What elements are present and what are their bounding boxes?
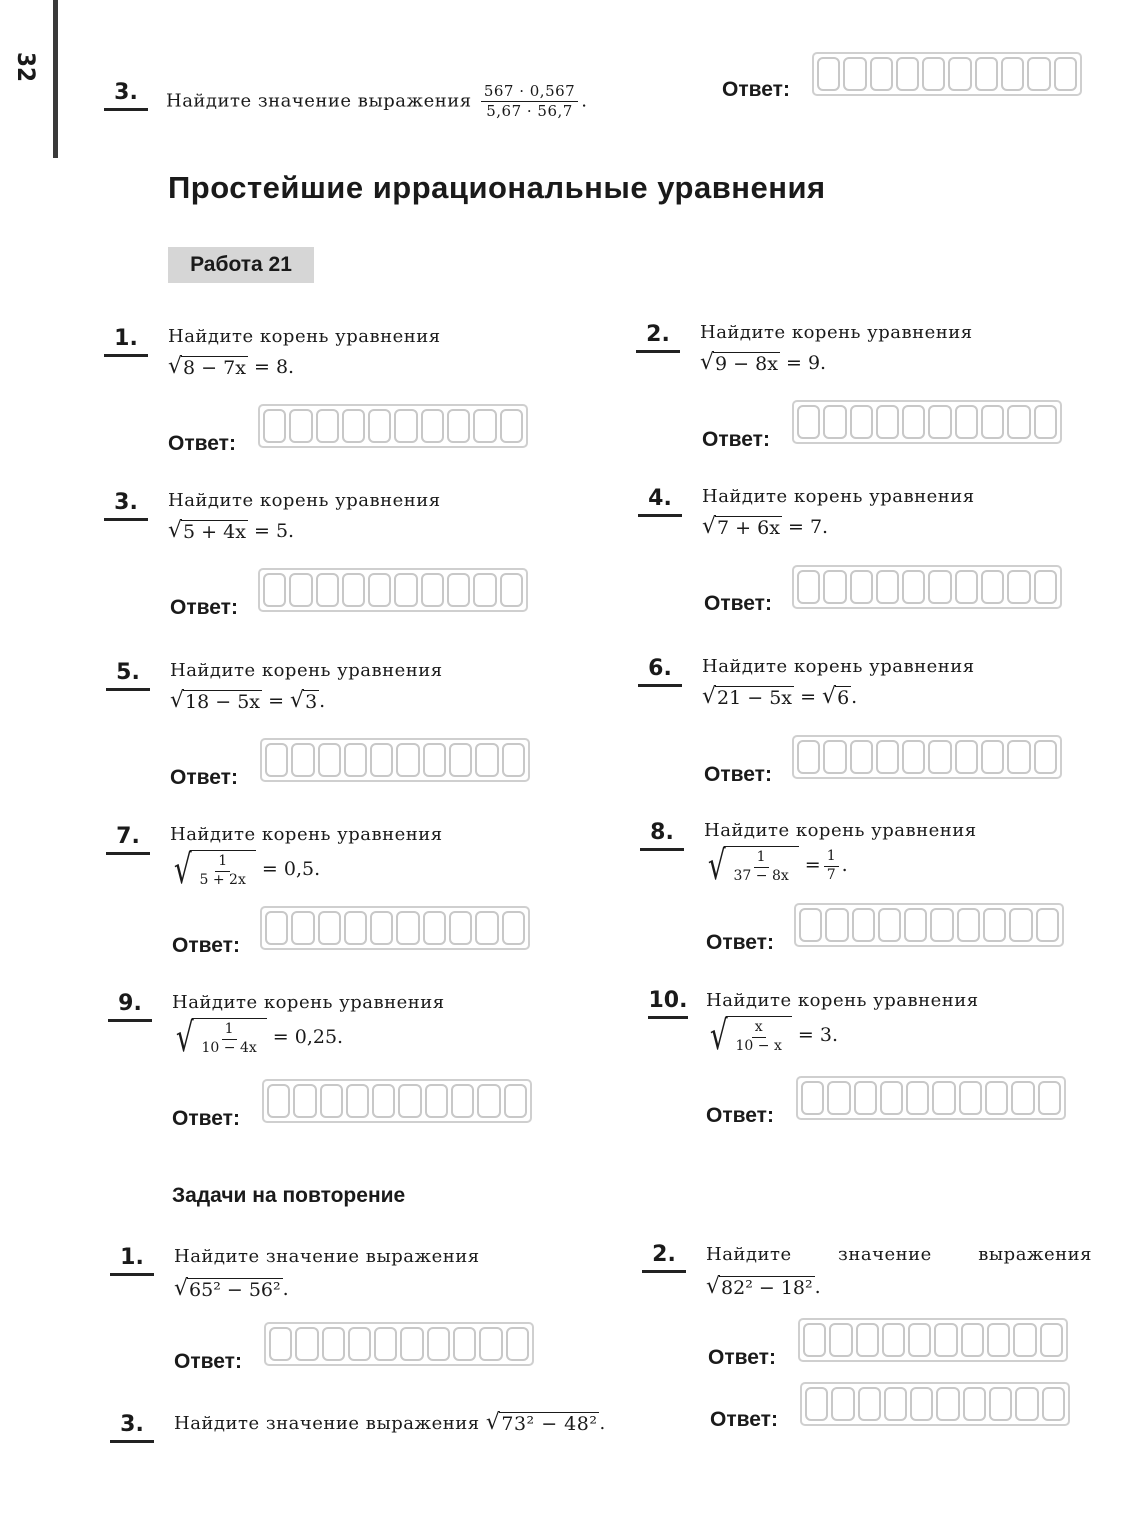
answer-cell[interactable] bbox=[368, 409, 391, 443]
answer-cell[interactable] bbox=[959, 1081, 982, 1115]
answer-cell[interactable] bbox=[475, 911, 498, 945]
answer-cell[interactable] bbox=[342, 573, 365, 607]
answer-cell[interactable] bbox=[453, 1327, 476, 1361]
task-prompt: Найдите значение выражения bbox=[174, 1246, 480, 1267]
page-number: 32 bbox=[12, 52, 40, 83]
rhs-radicand: 6 bbox=[837, 687, 850, 709]
expression bbox=[706, 1276, 821, 1299]
task-prompt: Найдите корень уравнения bbox=[170, 660, 443, 681]
work-label: Работа 21 bbox=[168, 247, 314, 283]
fraction bbox=[481, 82, 578, 121]
equation-rhs: = 0,25. bbox=[272, 1026, 344, 1048]
radicand: 18 − 5x bbox=[185, 691, 261, 713]
answer-cell[interactable] bbox=[1040, 1323, 1063, 1357]
answer-cell[interactable] bbox=[293, 1084, 316, 1118]
answer-cell[interactable] bbox=[823, 405, 846, 439]
answer-cell[interactable] bbox=[502, 911, 525, 945]
answer-field[interactable] bbox=[812, 52, 1082, 96]
answer-cell[interactable] bbox=[902, 570, 925, 604]
answer-field[interactable] bbox=[260, 906, 530, 950]
answer-label: Ответ: bbox=[706, 1104, 774, 1127]
answer-field[interactable] bbox=[258, 404, 528, 448]
answer-cell[interactable] bbox=[1001, 57, 1024, 91]
answer-cell[interactable] bbox=[817, 57, 840, 91]
task-number: 7. bbox=[106, 824, 150, 855]
sqrt-symbol: √ bbox=[485, 1410, 501, 1435]
answer-cell[interactable] bbox=[500, 573, 523, 607]
fraction-denominator: 10 − x bbox=[735, 1037, 782, 1054]
answer-cell[interactable] bbox=[394, 409, 417, 443]
task-number: 9. bbox=[108, 991, 152, 1022]
answer-cell[interactable] bbox=[1015, 1387, 1038, 1421]
answer-cell[interactable] bbox=[981, 570, 1004, 604]
radicand: 9 − 8x bbox=[715, 353, 778, 375]
equation bbox=[168, 520, 294, 543]
answer-cell[interactable] bbox=[344, 743, 367, 777]
task-prompt: Найдите корень уравнения bbox=[702, 486, 975, 507]
task-number: 1. bbox=[110, 1245, 154, 1276]
answer-cell[interactable] bbox=[908, 1323, 931, 1357]
answer-field[interactable] bbox=[792, 565, 1062, 609]
task-number: 3. bbox=[104, 80, 148, 111]
equation bbox=[170, 690, 325, 713]
answer-label: Ответ: bbox=[704, 592, 772, 615]
answer-cell[interactable] bbox=[878, 908, 901, 942]
answer-cell[interactable] bbox=[291, 743, 314, 777]
task-number: 8. bbox=[640, 820, 684, 851]
answer-cell[interactable] bbox=[831, 1387, 854, 1421]
answer-cell[interactable] bbox=[823, 740, 846, 774]
task-prompt: Найдите корень уравнения bbox=[706, 990, 979, 1011]
answer-cell[interactable] bbox=[291, 911, 314, 945]
equation bbox=[170, 847, 321, 893]
task-prompt: Найдите корень уравнения bbox=[704, 820, 977, 841]
margin-line bbox=[53, 0, 58, 158]
answer-cell[interactable] bbox=[477, 1084, 500, 1118]
sqrt-symbol: √ bbox=[290, 688, 305, 713]
answer-cell[interactable] bbox=[421, 573, 444, 607]
task-prompt: Найдите корень уравнения bbox=[168, 490, 441, 511]
answer-cell[interactable] bbox=[1034, 570, 1057, 604]
answer-cell[interactable] bbox=[797, 740, 820, 774]
task-prompt: Найдите корень уравнения bbox=[702, 656, 975, 677]
sqrt-symbol: √ bbox=[709, 1013, 728, 1059]
answer-cell[interactable] bbox=[858, 1387, 881, 1421]
radicand: 8 − 7x bbox=[183, 357, 246, 379]
rhs-denominator: 7 bbox=[826, 866, 836, 883]
answer-cell[interactable] bbox=[936, 1387, 959, 1421]
answer-cell[interactable] bbox=[500, 409, 523, 443]
task-prompt: Найдите корень уравнения bbox=[168, 326, 441, 347]
sqrt-symbol: √ bbox=[170, 688, 185, 713]
answer-label: Ответ: bbox=[168, 432, 236, 455]
answer-cell[interactable] bbox=[963, 1387, 986, 1421]
answer-cell[interactable] bbox=[295, 1327, 318, 1361]
answer-cell[interactable] bbox=[400, 1327, 423, 1361]
answer-cell[interactable] bbox=[447, 409, 470, 443]
equation bbox=[702, 516, 828, 539]
answer-label: Ответ: bbox=[172, 934, 240, 957]
task-number: 1. bbox=[104, 326, 148, 357]
answer-cell[interactable] bbox=[425, 1084, 448, 1118]
fraction-denominator: 10 − 4x bbox=[201, 1039, 257, 1056]
answer-cell[interactable] bbox=[928, 570, 951, 604]
answer-cell[interactable] bbox=[910, 1387, 933, 1421]
answer-cell[interactable] bbox=[267, 1084, 290, 1118]
answer-cell[interactable] bbox=[475, 743, 498, 777]
equation bbox=[704, 843, 848, 889]
answer-field[interactable] bbox=[792, 400, 1062, 444]
fraction-numerator: 567 · 0,567 bbox=[481, 82, 578, 102]
equation-rhs: = 0,5. bbox=[261, 858, 321, 880]
answer-cell[interactable] bbox=[876, 740, 899, 774]
task-number: 5. bbox=[106, 660, 150, 691]
answer-cell[interactable] bbox=[449, 743, 472, 777]
answer-label: Ответ: bbox=[710, 1408, 778, 1431]
answer-cell[interactable] bbox=[1007, 740, 1030, 774]
task-prompt: Найдите значение выражения bbox=[166, 90, 472, 112]
answer-cell[interactable] bbox=[449, 911, 472, 945]
sqrt-symbol: √ bbox=[173, 847, 192, 893]
radicand: 82² − 18² bbox=[721, 1277, 813, 1299]
sqrt-symbol: √ bbox=[175, 1015, 194, 1061]
equation-rhs: = bbox=[268, 690, 291, 712]
answer-cell[interactable] bbox=[1034, 740, 1057, 774]
answer-cell[interactable] bbox=[348, 1327, 371, 1361]
prompt-word: выражения bbox=[978, 1244, 1092, 1265]
answer-cell[interactable] bbox=[948, 57, 971, 91]
page-title: Простейшие иррациональные уравнения bbox=[168, 170, 826, 205]
answer-cell[interactable] bbox=[1007, 570, 1030, 604]
sqrt-symbol: √ bbox=[702, 514, 717, 539]
task-prompt: Найдите значение выражения bbox=[174, 1413, 480, 1434]
answer-cell[interactable] bbox=[797, 570, 820, 604]
answer-cell[interactable] bbox=[1009, 908, 1032, 942]
answer-field[interactable] bbox=[796, 1076, 1066, 1120]
answer-cell[interactable] bbox=[322, 1327, 345, 1361]
answer-cell[interactable] bbox=[825, 908, 848, 942]
answer-cell[interactable] bbox=[346, 1084, 369, 1118]
section-heading: Задачи на повторение bbox=[172, 1184, 406, 1207]
answer-cell[interactable] bbox=[423, 911, 446, 945]
rhs-numerator: 1 bbox=[824, 848, 839, 867]
task-number: 6. bbox=[638, 656, 682, 687]
answer-cell[interactable] bbox=[928, 740, 951, 774]
answer-cell[interactable] bbox=[870, 57, 893, 91]
answer-cell[interactable] bbox=[479, 1327, 502, 1361]
answer-cell[interactable] bbox=[850, 570, 873, 604]
answer-cell[interactable] bbox=[368, 573, 391, 607]
answer-cell[interactable] bbox=[934, 1323, 957, 1357]
answer-cell[interactable] bbox=[344, 911, 367, 945]
answer-cell[interactable] bbox=[1007, 405, 1030, 439]
answer-cell[interactable] bbox=[955, 570, 978, 604]
answer-cell[interactable] bbox=[316, 573, 339, 607]
answer-field[interactable] bbox=[258, 568, 528, 612]
answer-cell[interactable] bbox=[502, 743, 525, 777]
answer-cell[interactable] bbox=[320, 1084, 343, 1118]
answer-cell[interactable] bbox=[823, 570, 846, 604]
equation-rhs: = 7. bbox=[787, 516, 829, 538]
answer-cell[interactable] bbox=[396, 911, 419, 945]
task-number: 4. bbox=[638, 486, 682, 517]
answer-cell[interactable] bbox=[269, 1327, 292, 1361]
punctuation: . bbox=[581, 90, 588, 112]
answer-cell[interactable] bbox=[896, 57, 919, 91]
answer-cell[interactable] bbox=[884, 1387, 907, 1421]
answer-cell[interactable] bbox=[265, 911, 288, 945]
answer-cell[interactable] bbox=[799, 908, 822, 942]
answer-cell[interactable] bbox=[451, 1084, 474, 1118]
answer-cell[interactable] bbox=[1013, 1323, 1036, 1357]
answer-cell[interactable] bbox=[854, 1081, 877, 1115]
radicand: 65² − 56² bbox=[189, 1279, 281, 1301]
answer-cell[interactable] bbox=[856, 1323, 879, 1357]
answer-cell[interactable] bbox=[289, 409, 312, 443]
task-text bbox=[166, 82, 587, 121]
radicand: 5 + 4x bbox=[183, 521, 246, 543]
answer-label: Ответ: bbox=[170, 766, 238, 789]
radicand: 73² − 48² bbox=[501, 1413, 598, 1435]
answer-cell[interactable] bbox=[1036, 908, 1059, 942]
answer-cell[interactable] bbox=[983, 908, 1006, 942]
answer-cell[interactable] bbox=[922, 57, 945, 91]
answer-cell[interactable] bbox=[930, 908, 953, 942]
equation-rhs: = 3. bbox=[797, 1024, 838, 1046]
answer-cell[interactable] bbox=[904, 908, 927, 942]
answer-cell[interactable] bbox=[263, 409, 286, 443]
answer-cell[interactable] bbox=[398, 1084, 421, 1118]
fraction-numerator: x bbox=[752, 1019, 766, 1038]
answer-field[interactable] bbox=[798, 1318, 1068, 1362]
answer-cell[interactable] bbox=[975, 57, 998, 91]
punctuation: . bbox=[319, 690, 326, 712]
sqrt-symbol: √ bbox=[700, 350, 715, 375]
fraction-numerator: 1 bbox=[215, 853, 230, 872]
task-prompt: Найдите корень уравнения bbox=[170, 824, 443, 845]
answer-cell[interactable] bbox=[316, 409, 339, 443]
equation bbox=[168, 356, 294, 379]
task-number: 10. bbox=[648, 988, 688, 1019]
task-number: 3. bbox=[104, 490, 148, 521]
punctuation: . bbox=[841, 854, 848, 876]
answer-field[interactable] bbox=[262, 1079, 532, 1123]
answer-cell[interactable] bbox=[447, 573, 470, 607]
fraction-numerator: 1 bbox=[222, 1021, 237, 1040]
answer-cell[interactable] bbox=[1038, 1081, 1061, 1115]
answer-label: Ответ: bbox=[704, 763, 772, 786]
answer-cell[interactable] bbox=[1054, 57, 1077, 91]
answer-cell[interactable] bbox=[797, 405, 820, 439]
answer-cell[interactable] bbox=[506, 1327, 529, 1361]
radicand: 21 − 5x bbox=[717, 687, 793, 709]
answer-cell[interactable] bbox=[342, 409, 365, 443]
sqrt-symbol: √ bbox=[707, 843, 726, 889]
equation-rhs: = 5. bbox=[253, 520, 295, 542]
expression bbox=[174, 1278, 289, 1301]
answer-cell[interactable] bbox=[1042, 1387, 1065, 1421]
answer-cell[interactable] bbox=[289, 573, 312, 607]
answer-field[interactable] bbox=[800, 1382, 1070, 1426]
punctuation: . bbox=[599, 1413, 606, 1434]
answer-cell[interactable] bbox=[880, 1081, 903, 1115]
answer-cell[interactable] bbox=[852, 908, 875, 942]
task-prompt: Найдите корень уравнения bbox=[172, 992, 445, 1013]
prompt-word: Найдите bbox=[706, 1244, 792, 1265]
answer-cell[interactable] bbox=[955, 740, 978, 774]
answer-cell[interactable] bbox=[805, 1387, 828, 1421]
sqrt-symbol: √ bbox=[168, 354, 183, 379]
answer-label: Ответ: bbox=[174, 1350, 242, 1373]
answer-field[interactable] bbox=[264, 1322, 534, 1366]
answer-cell[interactable] bbox=[850, 740, 873, 774]
radicand: 7 + 6x bbox=[717, 517, 780, 539]
answer-label: Ответ: bbox=[706, 931, 774, 954]
fraction-denominator: 37 − 8x bbox=[733, 867, 789, 884]
answer-cell[interactable] bbox=[876, 405, 899, 439]
sqrt-symbol: √ bbox=[702, 684, 717, 709]
answer-cell[interactable] bbox=[932, 1081, 955, 1115]
answer-cell[interactable] bbox=[987, 1323, 1010, 1357]
answer-cell[interactable] bbox=[423, 743, 446, 777]
answer-cell[interactable] bbox=[906, 1081, 929, 1115]
answer-cell[interactable] bbox=[957, 908, 980, 942]
answer-cell[interactable] bbox=[955, 405, 978, 439]
punctuation: . bbox=[851, 686, 858, 708]
answer-field[interactable] bbox=[794, 903, 1064, 947]
answer-label: Ответ: bbox=[722, 78, 790, 101]
answer-label: Ответ: bbox=[708, 1346, 776, 1369]
sqrt-symbol: √ bbox=[168, 518, 183, 543]
answer-cell[interactable] bbox=[473, 409, 496, 443]
answer-cell[interactable] bbox=[981, 405, 1004, 439]
answer-label: Ответ: bbox=[172, 1107, 240, 1130]
answer-cell[interactable] bbox=[829, 1323, 852, 1357]
answer-cell[interactable] bbox=[372, 1084, 395, 1118]
answer-field[interactable] bbox=[792, 735, 1062, 779]
answer-cell[interactable] bbox=[902, 405, 925, 439]
answer-cell[interactable] bbox=[427, 1327, 450, 1361]
answer-cell[interactable] bbox=[961, 1323, 984, 1357]
task-prompt bbox=[706, 1244, 1092, 1265]
equation-rhs: = bbox=[800, 686, 823, 708]
answer-field[interactable] bbox=[260, 738, 530, 782]
answer-cell[interactable] bbox=[370, 911, 393, 945]
answer-label: Ответ: bbox=[702, 428, 770, 451]
task-number: 3. bbox=[110, 1412, 154, 1443]
answer-cell[interactable] bbox=[850, 405, 873, 439]
punctuation: . bbox=[814, 1276, 821, 1298]
punctuation: . bbox=[282, 1278, 289, 1300]
answer-cell[interactable] bbox=[985, 1081, 1008, 1115]
fraction-denominator: 5,67 · 56,7 bbox=[486, 101, 573, 120]
equation bbox=[706, 1013, 838, 1059]
answer-cell[interactable] bbox=[1027, 57, 1050, 91]
answer-cell[interactable] bbox=[265, 743, 288, 777]
answer-cell[interactable] bbox=[318, 911, 341, 945]
equation-rhs: = 8. bbox=[253, 356, 295, 378]
task-prompt: Найдите корень уравнения bbox=[700, 322, 973, 343]
answer-cell[interactable] bbox=[263, 573, 286, 607]
answer-cell[interactable] bbox=[318, 743, 341, 777]
rhs-radicand: 3 bbox=[305, 691, 318, 713]
answer-cell[interactable] bbox=[374, 1327, 397, 1361]
answer-cell[interactable] bbox=[876, 570, 899, 604]
answer-cell[interactable] bbox=[803, 1323, 826, 1357]
answer-cell[interactable] bbox=[396, 743, 419, 777]
answer-cell[interactable] bbox=[1034, 405, 1057, 439]
answer-cell[interactable] bbox=[882, 1323, 905, 1357]
answer-cell[interactable] bbox=[902, 740, 925, 774]
answer-cell[interactable] bbox=[473, 573, 496, 607]
equation bbox=[700, 352, 826, 375]
answer-cell[interactable] bbox=[504, 1084, 527, 1118]
answer-cell[interactable] bbox=[370, 743, 393, 777]
answer-cell[interactable] bbox=[801, 1081, 824, 1115]
equation bbox=[172, 1015, 344, 1061]
answer-label: Ответ: bbox=[170, 596, 238, 619]
sqrt-symbol: √ bbox=[822, 684, 837, 709]
equation bbox=[702, 686, 857, 709]
answer-cell[interactable] bbox=[843, 57, 866, 91]
fraction-numerator: 1 bbox=[754, 849, 769, 868]
answer-cell[interactable] bbox=[928, 405, 951, 439]
answer-cell[interactable] bbox=[394, 573, 417, 607]
equation-rhs: = bbox=[804, 854, 821, 876]
sqrt-symbol: √ bbox=[706, 1274, 721, 1299]
task-number: 2. bbox=[636, 322, 680, 353]
answer-cell[interactable] bbox=[421, 409, 444, 443]
task-text bbox=[174, 1412, 606, 1435]
fraction-denominator: 5 + 2x bbox=[199, 871, 246, 888]
answer-cell[interactable] bbox=[1011, 1081, 1034, 1115]
answer-cell[interactable] bbox=[981, 740, 1004, 774]
answer-cell[interactable] bbox=[827, 1081, 850, 1115]
task-number: 2. bbox=[642, 1242, 686, 1273]
answer-cell[interactable] bbox=[989, 1387, 1012, 1421]
sqrt-symbol: √ bbox=[174, 1276, 189, 1301]
equation-rhs: = 9. bbox=[785, 352, 827, 374]
prompt-word: значение bbox=[838, 1244, 932, 1265]
